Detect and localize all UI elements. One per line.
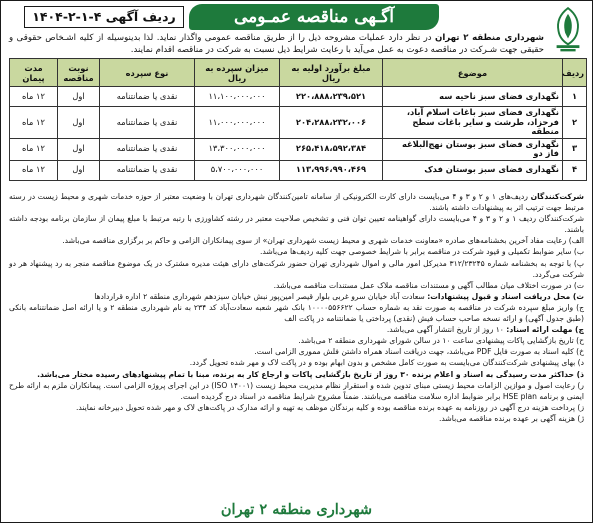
condition-text: ردیف‌های ۱ و ۲ و ۳ و ۴ می‌بایست دارای کارت الکترونیکی از سامانه تامین‌کنندگان شهرداری تهران با وضعیت معتبر از حوزه خدمات شهری و محیط زیست در رسته مرتبط جهت ترتیب اثر به پیشنهادات داشته باشند. <box>9 192 584 213</box>
row-deposit: ۱۱،۰۰۰،۰۰۰،۰۰۰ <box>195 107 280 139</box>
row-estimate: ۲۶۵،۴۱۸،۵۹۲،۳۸۴ <box>280 138 383 160</box>
notice-title: آگـهی مناقصه عمـومی <box>189 4 439 30</box>
condition-text: سعادت آباد خیابان سرو غربی بلوار قیصر امین‌پور نبش خیابان سیزدهم شهرداری منطقه ۲ اداره قراردادها <box>94 291 428 301</box>
condition-d: ت) در صورت اختلاف میان مطالب آگهی و مستندات مناقصه ملاک عمل مستندات مناقصه می‌باشد. <box>273 280 584 290</box>
condition-text: ۱۰ روز از تاریخ انتشار آگهی می‌باشد. <box>386 325 507 335</box>
row-deposit-type: نقدی یا ضمانتنامه <box>100 160 195 180</box>
table-row <box>10 107 587 139</box>
organization-name: شهرداری منطقه ۲ تهران <box>435 33 544 43</box>
col-header-subject: موضوع <box>383 59 563 87</box>
row-deposit: ۵،۷۰۰،۰۰۰،۰۰۰ <box>195 160 280 180</box>
row-no: ۳ <box>563 138 587 160</box>
row-subject: نگهداری فضای سبز باغات اسلام آباد، فرحزاد، طرشت و سایر باغات سطح منطقه <box>383 107 563 139</box>
condition-b: ب) سایر ضوابط تکمیلی و قیود شرکت در مناقصه برابر با شرایط خصوصی جهت کلیه ردیف‌ها می‌باشد. <box>259 247 584 257</box>
col-header-round: نوبت مناقصه <box>58 59 100 87</box>
intro-text: در نظر دارد عملیات مشروحه ذیل را از طریق مناقصه عمومی واگذار نماید. لذا بدینوسیله از کلیه اشـخاص حقوقی و حقیقی جهت شـرکت در مناقصه دعوت به عمل می‌آید با رعایت شرایط ذیل نسبت به شرکت در مناقصه اقدام نمایند. <box>9 33 544 55</box>
condition-l: ر) رعایت اصول و موازین الزامات محیط زیستی مبنای تدوین شده و استقرار نظام مدیریت محیط زیست (ISO ۱۴۰۰۱) در این اجرای پروژه الزامی است. پیمانکاران ملزم به ارائه طرح ایمنی و برنامه HSE plan برابر ضوابط اداره سلامت مناقصه می‌باشند. ضمناً مشروح شرایط مناقصه در اسناد درج گردیده است. <box>9 380 584 401</box>
row-round: اول <box>58 107 100 139</box>
row-estimate: ۱۱۳،۹۹۶،۹۹۰،۴۶۹ <box>280 160 383 180</box>
condition-a: الف) رعایت مفاد آخرین بخشنامه‌های صادره «معاونت خدمات شهری و محیط زیست شهرداری تهران» از سوی پیمانکاران الزامی و حاکم بر برگزاری مناقصه می‌باشد. <box>62 236 584 246</box>
table-row <box>10 160 587 180</box>
items-table <box>9 58 587 181</box>
row-round: اول <box>58 87 100 107</box>
row-deposit-type: نقدی یا ضمانتنامه <box>100 138 195 160</box>
condition-label: ث) محل دریافت اسناد و قبول پیشنهادات: <box>427 291 584 301</box>
col-header-duration: مدت پیمان <box>10 59 58 87</box>
intro-paragraph <box>9 32 544 56</box>
row-no: ۱ <box>563 87 587 107</box>
condition-n: ژ) هزینه آگهی بر عهده برنده مناقصه می‌باشد. <box>439 413 584 423</box>
table-row <box>10 138 587 160</box>
col-header-estimate: مبلغ برآورد اولیه به ریال <box>280 59 383 87</box>
row-estimate: ۲۰۴،۲۸۸،۲۳۲،۰۰۶ <box>280 107 383 139</box>
condition-label: ذ) حداکثر مدت رسیدگی به اسناد و اعلام برنده ۳۰ روز از تاریخ بازگشایی پاکات و ارجاع کار به برنده، مبنا با تمام پیشنهادهای رسیده مختار می‌باشد. <box>37 369 584 379</box>
condition-eligibility <box>9 191 584 213</box>
reference-number: ردیف آگهی ۴-۱-۲-۱۴۰۴ <box>24 6 184 28</box>
row-round: اول <box>58 160 100 180</box>
condition-j: د) بهای پیشنهادی شرکت‌کنندگان می‌بایست به صورت کامل مشخص و بدون ابهام بوده و در پاکت لاک و مهر شده تحویل گردد. <box>189 358 584 368</box>
condition-label: چ) مهلت ارائه اسناد: <box>506 325 584 335</box>
condition-qualification: شرکت‌کنندگان ردیف ۱ و ۲ و ۳ و ۴ می‌بایست دارای گواهینامه تعیین توان فنی و تشخیص صلاحیت معتبر در رشته کشاورزی با رتبه مرتبط با مبلغ پیمان از سازمان برنامه بودجه داشته باشند. <box>9 214 585 235</box>
condition-c: پ) با توجه به بخشنامه شماره ۳۱۲/۲۳۲۴۵ مدیرکل امور مالی و اموال شهرداری تهران حضور شرکت‌های دارای هیئت مدیره مشترک در یک موضوع مناقصه منجر به رد پیشنهاد هر دو شرکت می‌گردد. <box>9 258 584 279</box>
row-deposit: ۱۳،۳۰۰،۰۰۰،۰۰۰ <box>195 138 280 160</box>
row-deposit-type: نقدی یا ضمانتنامه <box>100 107 195 139</box>
table-row <box>10 87 587 107</box>
row-no: ۴ <box>563 160 587 180</box>
condition-k <box>9 369 584 380</box>
table-header-row <box>10 59 587 87</box>
row-deposit-type: نقدی یا ضمانتنامه <box>100 87 195 107</box>
condition-i: خ) کلیه اسناد به صورت فایل PDF می‌باشد، جهت دریافت اسناد همراه داشتن فلش مموری الزامی است. <box>254 347 584 357</box>
signature: شهرداری منطقه ۲ تهران <box>220 501 373 518</box>
condition-m: ز) پرداخت هزینه درج آگهی در روزنامه به عهده برنده مناقصه بوده و کلیه برندگان موظف به تهیه و ارائه مدارک در پاکت‌های لاک و مهر شده تحویل دبیرخانه نمایند. <box>75 402 584 412</box>
row-estimate: ۲۲۰،۸۸۸،۲۳۹،۵۲۱ <box>280 87 383 107</box>
row-duration: ۱۲ ماه <box>10 160 58 180</box>
col-header-deposit: میزان سپرده به ریال <box>195 59 280 87</box>
row-duration: ۱۲ ماه <box>10 87 58 107</box>
row-deposit: ۱۱،۱۰۰،۰۰۰،۰۰۰ <box>195 87 280 107</box>
row-subject: نگهداری فضای سبز ناحیه سه <box>383 87 563 107</box>
row-no: ۲ <box>563 107 587 139</box>
row-duration: ۱۲ ماه <box>10 138 58 160</box>
row-duration: ۱۲ ماه <box>10 107 58 139</box>
col-header-no: ردیف <box>563 59 587 87</box>
conditions <box>9 191 584 424</box>
condition-g <box>9 324 584 335</box>
condition-f: ج) واریز مبلغ سپرده شرکت در مناقصه به صورت نقد به شماره حساب ۱۰۰۰۰۵۵۶۶۲۲ بانک شهر شعبه سعادت‌آباد کد ۲۳۴ به نام شهرداری منطقه ۲ و یا ارائه اصل ضمانتنامه بانکی (طبق جدول آگهی) و ارائه نسخه صاحب حساب فیش (نقدی) پرداختی یا ضمانتنامه در پاکت الف <box>9 302 584 324</box>
row-subject: نگهداری فضای سبز بوستان نهج‌البلاغه فاز دو <box>383 138 563 160</box>
col-header-deposit-type: نوع سپرده <box>100 59 195 87</box>
condition-h: ح) تاریخ بازگشایی پاکات پیشنهادی ساعت ۱۰ در سالن شورای شهرداری منطقه ۲ می‌باشد. <box>298 336 584 346</box>
row-subject: نگهداری فضای سبز بوستان فدک <box>383 160 563 180</box>
tehran-municipality-logo <box>549 5 587 55</box>
condition-e <box>9 291 584 302</box>
condition-label: شرکت‌کنندگان <box>530 192 584 201</box>
header <box>4 4 589 32</box>
row-round: اول <box>58 138 100 160</box>
